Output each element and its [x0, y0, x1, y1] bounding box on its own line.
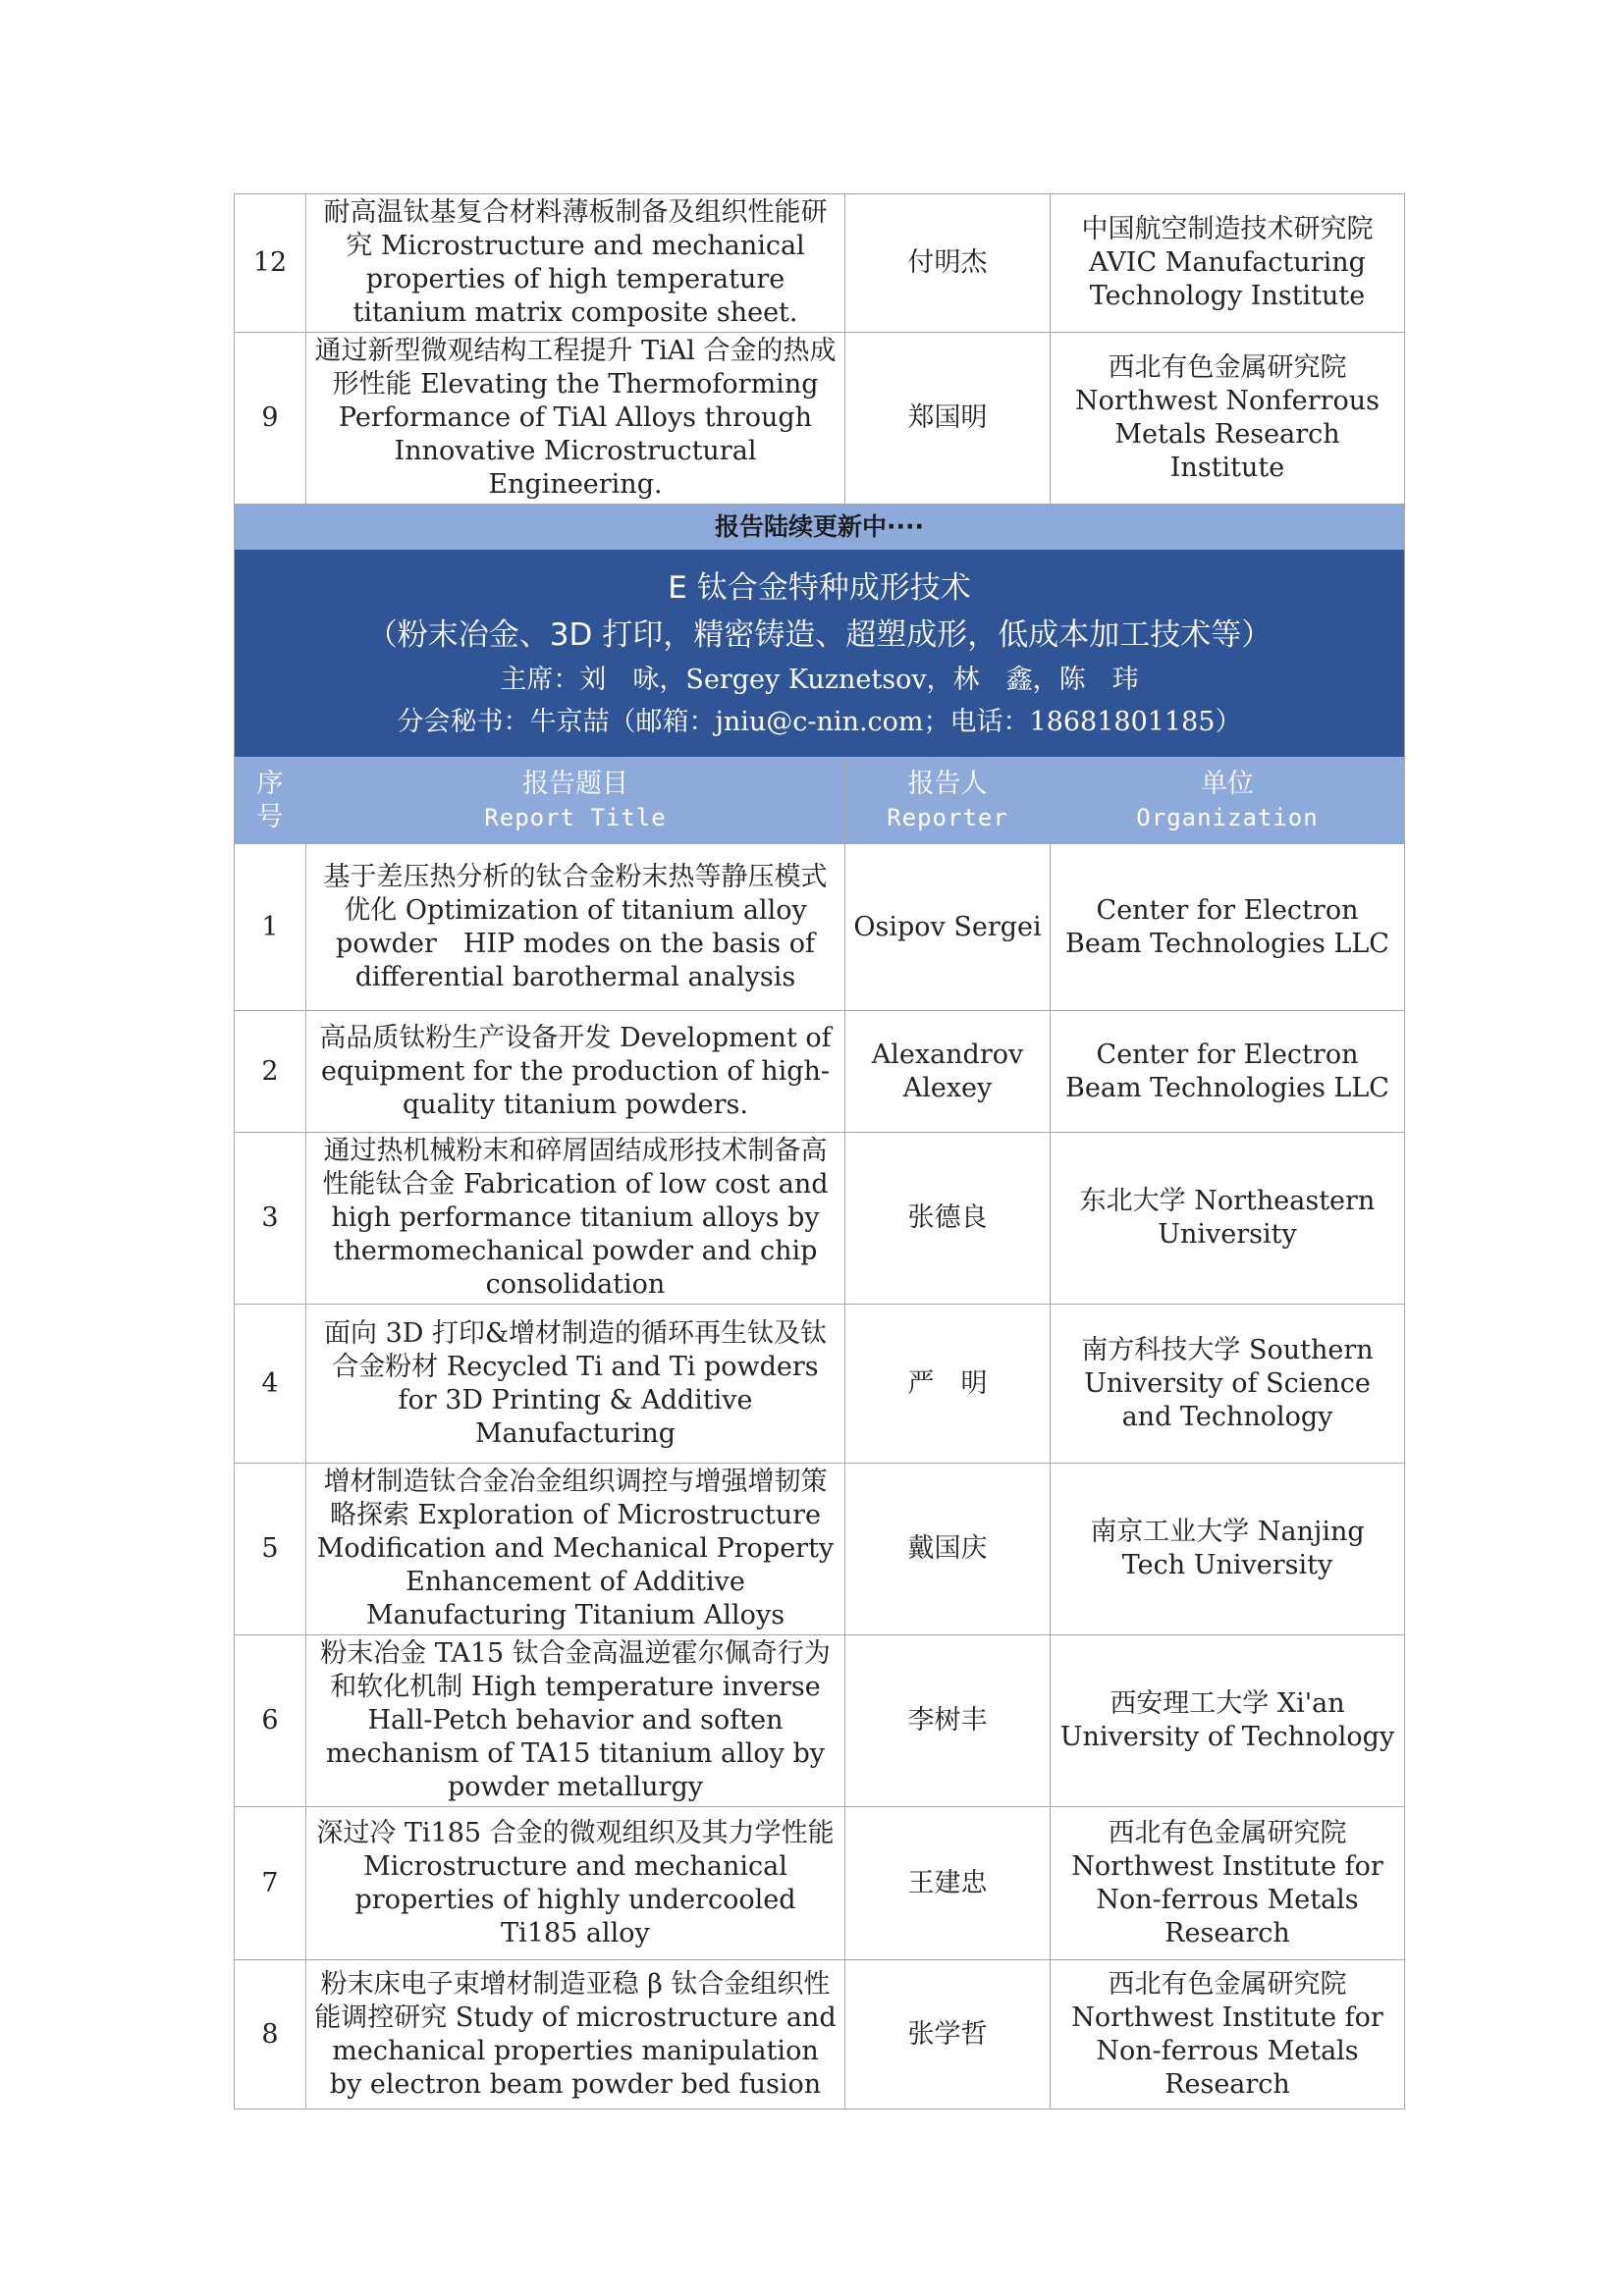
- header-org-zh: 单位: [1201, 768, 1254, 799]
- row-number: 5: [235, 1464, 306, 1635]
- section-subtitle: （粉末冶金、3D 打印，精密铸造、超塑成形，低成本加工技术等）: [366, 616, 1272, 653]
- report-title: 增材制造钛合金冶金组织调控与增强增韧策略探索 Exploration of Microstructure Modification and Mechanical Property Enhancement of Additive Manufacturing Titanium Alloys: [306, 1464, 845, 1635]
- report-title: 通过热机械粉末和碎屑固结成形技术制备高性能钛合金 Fabrication of low cost and high performance titanium alloys by thermomechanical powder and chip consolidation: [306, 1133, 845, 1305]
- table-row: [235, 1807, 1405, 1960]
- report-title: 高品质钛粉生产设备开发 Development of equipment for the production of high-quality titanium powders.: [306, 1011, 845, 1133]
- update-notice: 报告陆续更新中····: [235, 505, 1405, 550]
- column-header-number: [235, 758, 306, 844]
- organization-name: 东北大学 Northeastern University: [1051, 1133, 1405, 1305]
- section-title: E 钛合金特种成形技术: [668, 569, 971, 606]
- table-row: [235, 1464, 1405, 1635]
- header-title-en: Report Title: [484, 803, 667, 831]
- column-header-organization: [1051, 758, 1405, 844]
- table-row: [235, 844, 1405, 1011]
- reporter-name: 严 明: [845, 1305, 1051, 1464]
- table-row: [235, 1635, 1405, 1807]
- schedule-table: [234, 193, 1405, 2109]
- header-number-char-1: 序: [256, 768, 284, 799]
- update-notice-row: [235, 505, 1405, 550]
- reporter-name: Alexandrov Alexey: [845, 1011, 1051, 1133]
- section-secretary: 分会秘书：牛京喆（邮箱：jniu@c-nin.com；电话：18681801185）: [397, 706, 1242, 737]
- table-row: [235, 333, 1405, 505]
- report-title: 面向 3D 打印&增材制造的循环再生钛及钛合金粉材 Recycled Ti and Ti powders for 3D Printing & Additive Manufacturing: [306, 1305, 845, 1464]
- column-header-row: [235, 758, 1405, 844]
- row-number: 8: [235, 1960, 306, 2109]
- row-number: 2: [235, 1011, 306, 1133]
- table-row: [235, 1133, 1405, 1305]
- reporter-name: Osipov Sergei: [845, 844, 1051, 1011]
- table-row: [235, 1960, 1405, 2109]
- report-title: 粉末冶金 TA15 钛合金高温逆霍尔佩奇行为和软化机制 High temperature inverse Hall-Petch behavior and soften mechanism of TA15 titanium alloy by powder metallurgy: [306, 1635, 845, 1807]
- organization-name: 西北有色金属研究院 Northwest Institute for Non-ferrous Metals Research: [1051, 1960, 1405, 2109]
- row-number: 4: [235, 1305, 306, 1464]
- reporter-name: 戴国庆: [845, 1464, 1051, 1635]
- section-header-row: [235, 550, 1405, 758]
- table-row: [235, 194, 1405, 333]
- header-reporter-en: Reporter: [887, 803, 1008, 831]
- report-title: 粉末床电子束增材制造亚稳 β 钛合金组织性能调控研究 Study of microstructure and mechanical properties manipulation by electron beam powder bed fusion: [306, 1960, 845, 2109]
- organization-name: 西北有色金属研究院 Northwest Nonferrous Metals Research Institute: [1051, 333, 1405, 505]
- table-row: [235, 1011, 1405, 1133]
- reporter-name: 王建忠: [845, 1807, 1051, 1960]
- organization-name: 南京工业大学 Nanjing Tech University: [1051, 1464, 1405, 1635]
- organization-name: 南方科技大学 Southern University of Science and Technology: [1051, 1305, 1405, 1464]
- reporter-name: 付明杰: [845, 194, 1051, 333]
- header-number-char-2: 号: [256, 801, 284, 832]
- column-header-title: [306, 758, 845, 844]
- report-title: 通过新型微观结构工程提升 TiAl 合金的热成形性能 Elevating the Thermoforming Performance of TiAl Alloys through Innovative Microstructural Engineering.: [306, 333, 845, 505]
- report-title: 深过冷 Ti185 合金的微观组织及其力学性能 Microstructure and mechanical properties of highly undercooled Ti185 alloy: [306, 1807, 845, 1960]
- header-reporter-zh: 报告人: [907, 768, 988, 799]
- row-number: 9: [235, 333, 306, 505]
- header-title-zh: 报告题目: [522, 768, 628, 799]
- organization-name: Center for Electron Beam Technologies LLC: [1051, 844, 1405, 1011]
- organization-name: 西北有色金属研究院 Northwest Institute for Non-ferrous Metals Research: [1051, 1807, 1405, 1960]
- reporter-name: 李树丰: [845, 1635, 1051, 1807]
- column-header-reporter: [845, 758, 1051, 844]
- section-chairs: 主席：刘 咏，Sergey Kuznetsov，林 鑫，陈 玮: [500, 664, 1139, 695]
- row-number: 12: [235, 194, 306, 333]
- reporter-name: 张德良: [845, 1133, 1051, 1305]
- organization-name: Center for Electron Beam Technologies LLC: [1051, 1011, 1405, 1133]
- header-org-en: Organization: [1136, 803, 1319, 831]
- row-number: 3: [235, 1133, 306, 1305]
- reporter-name: 张学哲: [845, 1960, 1051, 2109]
- organization-name: 西安理工大学 Xi'an University of Technology: [1051, 1635, 1405, 1807]
- row-number: 7: [235, 1807, 306, 1960]
- report-title: 耐高温钛基复合材料薄板制备及组织性能研究 Microstructure and mechanical properties of high temperature titanium matrix composite sheet.: [306, 194, 845, 333]
- organization-name: 中国航空制造技术研究院 AVIC Manufacturing Technology Institute: [1051, 194, 1405, 333]
- reporter-name: 郑国明: [845, 333, 1051, 505]
- report-title: 基于差压热分析的钛合金粉末热等静压模式优化 Optimization of titanium alloy powder HIP modes on the basis of differential barothermal analysis: [306, 844, 845, 1011]
- row-number: 1: [235, 844, 306, 1011]
- section-header: [235, 550, 1405, 758]
- row-number: 6: [235, 1635, 306, 1807]
- table-row: [235, 1305, 1405, 1464]
